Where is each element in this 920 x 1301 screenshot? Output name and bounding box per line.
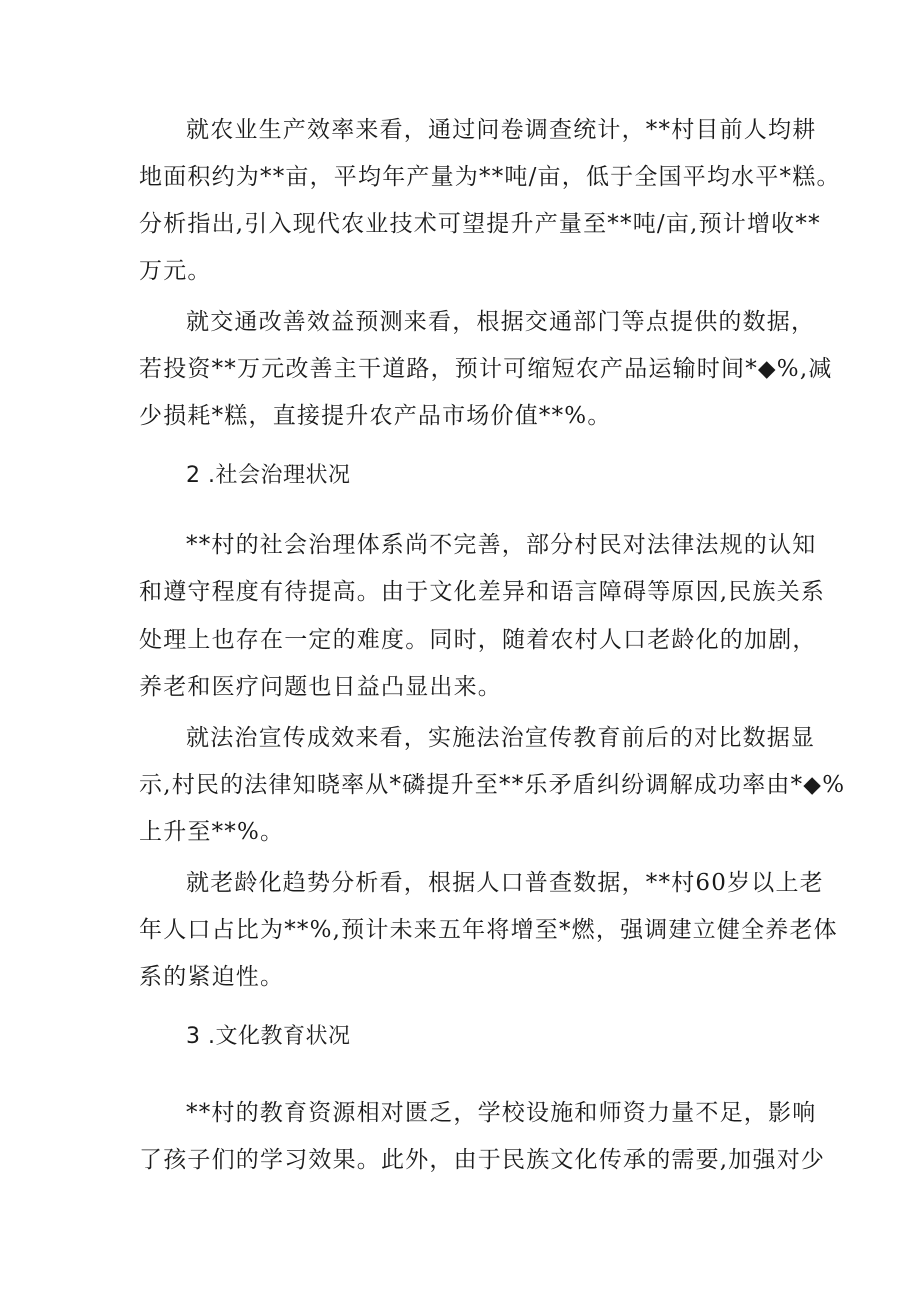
text-line: 年人口占比为**%,预计未来五年将增至*燃，强调建立健全养老体 <box>139 917 838 943</box>
text-line: **村的社会治理体系尚不完善，部分村民对法律法规的认知 <box>186 532 817 558</box>
text-line: **村的教育资源相对匮乏，学校设施和师资力量不足，影响 <box>186 1100 817 1126</box>
text-line: 处理上也存在一定的难度。同时，随着农村人口老龄化的加剧， <box>139 627 817 653</box>
text-line: 若投资**万元改善主干道路，预计可缩短农产品运输时间*◆%,减 <box>139 356 833 382</box>
text-line: 就法治宣传成效来看，实施法治宣传教育前后的对比数据显 <box>186 725 816 751</box>
text-line: 地面积约为**亩，平均年产量为**吨/亩，低于全国平均水平*糕。 <box>139 164 841 190</box>
text-line: 万元。 <box>139 258 212 284</box>
text-line: 上升至**%。 <box>139 819 285 845</box>
section-heading: 2 .社会治理状况 <box>186 463 351 488</box>
text-line: 就老龄化趋势分析看，根据人口普查数据，**村60岁以上老 <box>186 870 824 896</box>
text-line: 少损耗*糕，直接提升农产品市场价值**%。 <box>139 403 612 429</box>
section-heading: 3 .文化教育状况 <box>186 1024 351 1049</box>
text-line: 就农业生产效率来看，通过问卷调查统计，**村目前人均耕 <box>186 117 817 143</box>
text-line: 了孩子们的学习效果。此外，由于民族文化传承的需要,加强对少 <box>139 1147 826 1173</box>
text-line: 养老和医疗问题也日益凸显出来。 <box>139 674 502 700</box>
text-line: 分析指出,引入现代农业技术可望提升产量至**吨/亩,预计增收** <box>139 211 821 237</box>
text-line: 系的紧迫性。 <box>139 964 285 990</box>
text-line: 和遵守程度有待提高。由于文化差异和语言障碍等原因,民族关系 <box>139 579 826 605</box>
text-line: 示,村民的法律知晓率从*磷提升至**乐矛盾纠纷调解成功率由*◆% <box>139 772 846 798</box>
text-line: 就交通改善效益预测来看，根据交通部门等点提供的数据， <box>186 309 816 335</box>
